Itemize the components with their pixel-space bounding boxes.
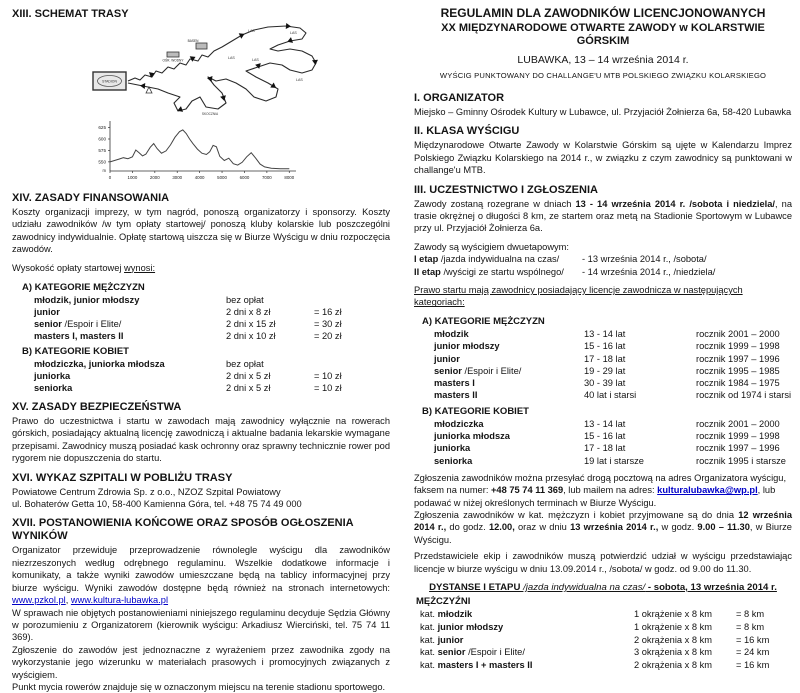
svg-text:3000: 3000 bbox=[172, 175, 183, 180]
entries-pre: Zgłoszenia zawodników można przesyłać drogą pocztową na adres Organizatora wyścigu, faksem na numer: bbox=[414, 472, 787, 496]
distance-row bbox=[414, 646, 792, 659]
cat-year: rocznik 2001 – 2000 bbox=[696, 418, 780, 429]
license-requirement-line: Prawo startu mają zawodnicy posiadający licencje zawodnicza w następujących kategoriach: bbox=[414, 285, 743, 308]
distance-row bbox=[414, 608, 792, 621]
fee-row bbox=[12, 382, 390, 394]
stage-row bbox=[414, 253, 792, 265]
section-14-title: XIV. ZASADY FINANSOWANIA bbox=[12, 192, 170, 204]
svg-text:0: 0 bbox=[108, 175, 112, 180]
category-row bbox=[414, 377, 792, 389]
cat-men-title: A) KATEGORIE MĘŻCZYZN bbox=[422, 315, 545, 327]
stage-label: II etap bbox=[414, 266, 441, 277]
fee-category bbox=[34, 370, 226, 382]
fee-total: = 30 zł bbox=[314, 319, 342, 330]
cat-name-cell bbox=[434, 340, 584, 352]
kultura-lubawka-link[interactable]: www.kultura-lubawka.pl bbox=[70, 595, 169, 606]
doc-series-note: WYŚCIG PUNKTOWANY DO CHALLANGE'U MTB POLSKIEGO ZWIĄZKU KOLARSKIEGO bbox=[439, 71, 767, 80]
category-row bbox=[414, 328, 792, 340]
cat-name-cell bbox=[434, 328, 584, 340]
section-13-title: XIII. SCHEMAT TRASY bbox=[12, 8, 129, 20]
stage-desc-cell bbox=[414, 253, 582, 265]
dist-laps: 2 okrążenia x 8 km bbox=[634, 634, 713, 645]
landmark-osrodek bbox=[163, 52, 185, 63]
category-row bbox=[414, 442, 792, 454]
cat-name: juniorka młodsza bbox=[434, 431, 510, 442]
svg-text:575: 575 bbox=[98, 148, 106, 154]
distances-title-date: - sobota, 13 września 2014 r. bbox=[645, 581, 777, 593]
organizer-body: Miejsko – Gminny Ośrodek Kultury w Lubawce, ul. Przyjaciół Żołnierza 6a, 58-420 Lubawka bbox=[414, 107, 792, 117]
fee-category bbox=[34, 318, 226, 330]
stages-intro: Zawody są wyścigiem dwuetapowym: bbox=[414, 241, 570, 252]
dist-name: młodzik bbox=[437, 609, 473, 620]
fee-category-name: senior bbox=[34, 319, 62, 330]
fee-row bbox=[12, 306, 390, 318]
fee-category-name: młodzik, junior młodszy bbox=[34, 295, 140, 306]
dist-cat-cell bbox=[420, 634, 634, 647]
fee-calc: 2 dni x 15 zł bbox=[226, 319, 276, 330]
dist-prefix: kat. bbox=[420, 621, 438, 632]
participation-post: , na trasie okrężnej o długości 8 km, ze startem oraz metą na Stadionie Sportowym w Lubawce przy ul. Przyjaciół Żołnierza 6a. bbox=[414, 198, 792, 234]
fee-category-name: młodziczka, juniorka młodsza bbox=[34, 359, 165, 370]
category-row bbox=[414, 340, 792, 352]
deadline-hour-1: 12.00, bbox=[488, 522, 515, 533]
fee-category bbox=[34, 294, 226, 306]
cat-age: 30 - 39 lat bbox=[584, 378, 626, 389]
distances-title-italic: /jazda indywidualna na czas/ bbox=[523, 581, 646, 593]
cat-name-cell bbox=[434, 430, 584, 442]
cat-age: 40 lat i starsi bbox=[584, 390, 637, 401]
stadium-label: STADION bbox=[102, 79, 117, 84]
dist-suffix: /Espoir i Elite/ bbox=[465, 647, 525, 658]
fee-intro-text: Wysokość opłaty startowej bbox=[12, 262, 125, 273]
fee-total bbox=[314, 358, 390, 370]
cat-name: masters II bbox=[434, 390, 478, 401]
cat-name: seniorka bbox=[434, 455, 473, 466]
category-row bbox=[414, 353, 792, 365]
dist-cat-cell bbox=[420, 608, 634, 621]
category-row bbox=[414, 389, 792, 401]
deadline-text: Zgłoszenia zawodników w kat. mężczyzn i kobiet przyjmowane są do dnia bbox=[414, 509, 739, 520]
distance-row bbox=[414, 621, 792, 634]
section-15-title: XV. ZASADY BEZPIECZEŃSTWA bbox=[12, 401, 182, 414]
cat-year: rocznik 1995 i starsze bbox=[696, 455, 786, 466]
cat-name: młodzik bbox=[434, 329, 469, 340]
dist-total: = 16 km bbox=[736, 634, 770, 645]
section-1-title: I. ORGANIZATOR bbox=[414, 92, 505, 104]
fee-total bbox=[314, 294, 390, 306]
cat-name-cell bbox=[434, 353, 584, 365]
entries-post: , lub podawać w niżej określonych terminach w Biurze Wyścigu. bbox=[414, 485, 776, 508]
race-class-body: Międzynarodowe Otwarte Zawody w Kolarstwie Górskim są ujęte w Kalendarzu Imprez Polskiego Związku Kolarskiego na 2014 r., w związku z czym zawodnicy są punktowani w challange'u MTB. bbox=[414, 140, 792, 176]
distances-title: DYSTANSE I ETAPU bbox=[429, 581, 524, 593]
results-text: Organizator przewiduje przeprowadzenie równolegle wyścigu dla zawodników niezrzeszonych według odrębnego regulaminu. Wszelkie dodatkowe informacje i komunikaty, a także wyniki zawodów umieszczane będą na tablicy informacyjnej przy biurze wyścigu. Wyniki zawodów dostępne będą również na stronach internetowych: bbox=[12, 545, 390, 593]
category-row bbox=[414, 455, 792, 467]
fee-category bbox=[34, 382, 226, 394]
ski-jump-label: SKOCZNIA bbox=[201, 112, 219, 116]
cat-year: rocznik 1999 – 1998 bbox=[696, 431, 780, 442]
hospital-line-2: ul. Bohaterów Getta 10, 58-400 Kamienna Góra, tel. +48 75 74 49 000 bbox=[12, 499, 302, 510]
fee-women-title: B) KATEGORIE KOBIET bbox=[22, 346, 129, 358]
hospital-line-1: Powiatowe Centrum Zdrowia Sp. z o.o., NZOZ Szpital Powiatowy bbox=[12, 486, 281, 497]
category-row bbox=[414, 430, 792, 442]
cat-age: 13 - 14 lat bbox=[584, 329, 626, 340]
stage-desc-cell bbox=[414, 266, 582, 278]
stage-date: - 13 września 2014 r., /sobota/ bbox=[582, 254, 707, 265]
svg-text:4000: 4000 bbox=[194, 175, 205, 180]
distance-row bbox=[414, 659, 792, 672]
doc-subtitle: XX MIĘDZYNARODOWE OTWARTE ZAWODY w KOLARSTWIE GÓRSKIM bbox=[441, 22, 765, 47]
cat-women-title: B) KATEGORIE KOBIET bbox=[422, 405, 529, 417]
doc-title: REGULAMIN DLA ZAWODNIKÓW LICENCJONOWANYCH bbox=[440, 6, 766, 20]
section-17-title: XVII. POSTANOWIENIA KOŃCOWE ORAZ SPOSÓB OGŁOSZENIA WYNIKÓW bbox=[12, 517, 354, 543]
dist-laps: 3 okrążenia x 8 km bbox=[634, 647, 713, 658]
deadline-hours-2: 9.00 – 11.30 bbox=[697, 522, 750, 533]
dist-prefix: kat. bbox=[420, 647, 438, 658]
dist-total: = 8 km bbox=[736, 621, 765, 632]
svg-text:550: 550 bbox=[98, 159, 106, 165]
cat-age: 17 - 18 lat bbox=[584, 443, 626, 454]
fee-row bbox=[12, 370, 390, 382]
doc-location-date: LUBAWKA, 13 – 14 września 2014 r. bbox=[517, 54, 689, 66]
cat-year: rocznik 2001 – 2000 bbox=[696, 329, 780, 340]
fee-row bbox=[12, 330, 390, 342]
cat-name: juniorka bbox=[434, 443, 471, 454]
forest-label: LAS bbox=[252, 58, 259, 62]
dist-prefix: kat. bbox=[420, 659, 438, 670]
fee-row bbox=[12, 294, 390, 306]
entries-paragraph bbox=[414, 472, 792, 509]
fee-category-name: junior bbox=[34, 307, 60, 318]
email-link[interactable]: kulturalubawka@wp.pl bbox=[657, 485, 758, 496]
cat-year: rocznik 1999 – 1998 bbox=[696, 341, 780, 352]
dist-prefix: kat. bbox=[420, 609, 438, 620]
fee-intro-underlined: wynosi: bbox=[124, 262, 156, 273]
deadline-text: , w Biurze Wyścigu. bbox=[414, 522, 792, 545]
race-dates: 13 - 14 września 2014 r. /sobota i niedziela/ bbox=[575, 198, 775, 209]
dist-laps: 1 okrążenie x 8 km bbox=[634, 621, 713, 632]
distances-heading bbox=[414, 582, 792, 594]
stage-desc: /jazda indywidualna na czas/ bbox=[438, 254, 560, 265]
cat-age: 13 - 14 lat bbox=[584, 418, 626, 429]
fax-number: +48 75 74 11 369 bbox=[491, 485, 564, 496]
fee-calc: 2 dni x 10 zł bbox=[226, 331, 276, 342]
fee-men-title: A) KATEGORIE MĘŻCZYZN bbox=[22, 282, 145, 294]
cat-name: młodziczka bbox=[434, 418, 484, 429]
section-2-title: II. KLASA WYŚCIGU bbox=[414, 125, 520, 138]
osrodek-label: OŚR. WODNY bbox=[162, 58, 184, 63]
svg-text:6000: 6000 bbox=[239, 175, 250, 180]
dist-total: = 16 km bbox=[736, 659, 770, 670]
deadline-date-2: 13 września 2014 r., bbox=[570, 522, 659, 533]
cat-name-cell bbox=[434, 365, 584, 377]
license-confirmation-paragraph: Przedstawiciele ekip i zawodników muszą potwierdzić udział w wyścigu przedstawiając licencje w biurze wyścigu w dniu 13.09.2014 r., /sobota/ w godz. od 9.00 do 11.30. bbox=[414, 551, 792, 574]
fee-row bbox=[12, 318, 390, 330]
distance-row bbox=[414, 634, 792, 647]
fee-category-name: seniorka bbox=[34, 383, 73, 394]
forest-label: LAS bbox=[290, 31, 297, 35]
cat-age: 15 - 16 lat bbox=[584, 431, 626, 442]
cat-name: masters I bbox=[434, 378, 475, 389]
cat-age: 19 - 29 lat bbox=[584, 365, 626, 376]
dist-laps: 2 okrążenia x 8 km bbox=[634, 659, 713, 670]
category-row bbox=[414, 418, 792, 430]
fee-category bbox=[34, 306, 226, 318]
cat-name-cell bbox=[434, 442, 584, 454]
left-page bbox=[12, 6, 390, 693]
deadline-text: oraz w dniu bbox=[514, 522, 571, 533]
deadline-date-1: 12 września 2014 r., bbox=[414, 509, 792, 533]
section-3-title: III. UCZESTNICTWO I ZGŁOSZENIA bbox=[414, 183, 598, 196]
category-row bbox=[414, 365, 792, 377]
section-17-p1 bbox=[12, 544, 390, 606]
svg-text:1000: 1000 bbox=[127, 175, 138, 180]
entries-mid: , lub mailem na adres: bbox=[563, 485, 658, 496]
stage-row bbox=[414, 266, 792, 278]
cat-age: 15 - 16 lat bbox=[584, 341, 626, 352]
dist-name: junior młodszy bbox=[437, 621, 504, 632]
forest-label: LAS bbox=[248, 29, 255, 33]
svg-text:8000: 8000 bbox=[284, 175, 295, 180]
entries-deadline-paragraph bbox=[414, 509, 792, 546]
fee-calc: 2 dni x 5 zł bbox=[226, 383, 271, 394]
dist-prefix: kat. bbox=[420, 634, 438, 645]
forest-label: LAS bbox=[296, 78, 303, 82]
forest-label: LAS bbox=[228, 56, 235, 60]
fee-calc: 2 dni x 5 zł bbox=[226, 371, 271, 382]
fee-total: = 10 zł bbox=[314, 383, 342, 394]
dist-laps: 1 okrążenie x 8 km bbox=[634, 609, 713, 620]
cat-name-cell bbox=[434, 377, 584, 389]
pzkol-link[interactable]: www.pzkol.pl bbox=[12, 595, 66, 606]
svg-text:600: 600 bbox=[98, 136, 106, 142]
deadline-text: w godz. bbox=[658, 522, 698, 533]
cat-name: junior młodszy bbox=[434, 341, 500, 352]
dist-total: = 24 km bbox=[736, 647, 770, 658]
dist-name: senior bbox=[437, 647, 466, 658]
cat-name: senior bbox=[434, 365, 462, 376]
cat-name-cell bbox=[434, 418, 584, 430]
dist-name: junior bbox=[437, 634, 464, 645]
cat-name-cell bbox=[434, 389, 584, 401]
dist-total: = 8 km bbox=[736, 609, 765, 620]
section-17-p2: W sprawach nie objętych postanowieniami niniejszego regulaminu decyduje Sędzia Główny w porozumieniu z Organizatorem (kierownik wyścigu: Arkadiusz Wierciński, tel. 75 74 11 369). bbox=[12, 607, 390, 643]
dist-cat-cell bbox=[420, 646, 634, 659]
fee-category bbox=[34, 330, 226, 342]
participation-body bbox=[414, 198, 792, 235]
stadium-marker bbox=[93, 72, 126, 90]
cat-age: 17 - 18 lat bbox=[584, 353, 626, 364]
fee-category-suffix: /Espoir i Elite/ bbox=[61, 319, 122, 330]
svg-text:m: m bbox=[102, 168, 106, 173]
dist-men-header: MĘŻCZYŹNI bbox=[416, 595, 471, 607]
svg-text:625: 625 bbox=[98, 125, 106, 131]
cat-suffix: /Espoir i Elite/ bbox=[461, 365, 522, 376]
stage-desc: /wyścigi ze startu wspólnego/ bbox=[440, 266, 564, 277]
section-17-p3: Zgłoszenie do zawodów jest jednoznaczne z wyrażeniem przez zawodnika zgody na wykorzystanie jego wizerunku w materiałach prasowych i promocyjnych związanych z wyścigiem. bbox=[12, 644, 390, 680]
fee-category bbox=[34, 358, 226, 370]
stage-date: - 14 września 2014 r., /niedziela/ bbox=[582, 266, 716, 277]
cat-year: rocznik 1984 – 1975 bbox=[696, 378, 780, 389]
landmark-basen bbox=[188, 39, 207, 49]
fee-intro bbox=[12, 262, 390, 274]
fee-total: = 16 zł bbox=[314, 307, 342, 318]
fee-calc: 2 dni x 8 zł bbox=[226, 307, 271, 318]
section-15-body: Prawo do uczestnictwa i startu w zawodach mają zawodnicy wyłącznie na rowerach górskich, posiadający aktualną licencję zawodniczą i aktualne badania lekarskie wymagane przepisami. Zawodnicy muszą posiadać kask ochronny oraz sprawny technicznie rower pod rygorem nie dopuszczenia do startu. bbox=[12, 416, 390, 464]
cat-year: rocznik 1997 – 1996 bbox=[696, 353, 780, 364]
cat-year: rocznik od 1974 i starsi bbox=[696, 390, 792, 401]
elevation-profile-chart bbox=[90, 119, 302, 185]
dist-name: masters I + masters II bbox=[437, 659, 533, 670]
route-map bbox=[90, 23, 336, 117]
fee-calc: bez opłat bbox=[226, 295, 264, 306]
link-separator: , bbox=[65, 595, 71, 606]
section-16-title: XVI. WYKAZ SZPITALI W POBLIŻU TRASY bbox=[12, 471, 233, 484]
section-17-p4: Punkt mycia rowerów znajduje się w oznaczonym miejscu na terenie stadionu sportowego. bbox=[12, 681, 386, 692]
deadline-text: do godz. bbox=[446, 522, 489, 533]
cat-name-cell bbox=[434, 455, 584, 467]
fee-category-name: masters I, masters II bbox=[34, 331, 124, 342]
right-page bbox=[414, 6, 792, 671]
basen-label: BASEN bbox=[187, 39, 199, 43]
dist-cat-cell bbox=[420, 621, 634, 634]
fee-calc: bez opłat bbox=[226, 359, 264, 370]
cat-year: rocznik 1995 – 1985 bbox=[696, 365, 780, 376]
cat-name: junior bbox=[434, 353, 460, 364]
stage-label: I etap bbox=[414, 254, 439, 265]
section-14-body: Koszty organizacji imprezy, w tym nagród, ponoszą organizatorzy i sponsorzy. Koszty udziału zawodników /w tym opłaty startowej/ ponoszą kluby kolarskie lub poszczególni zawodnicy indywidualnie. Opłatę startową uiszcza się w Biurze Wyścigu w dniu rozpoczęcia zawodów. bbox=[12, 207, 390, 255]
svg-text:2000: 2000 bbox=[149, 175, 160, 180]
fee-total: = 10 zł bbox=[314, 371, 342, 382]
svg-text:5000: 5000 bbox=[217, 175, 227, 180]
cat-age: 19 lat i starsze bbox=[584, 455, 644, 466]
fee-category-name: juniorka bbox=[34, 371, 71, 382]
participation-pre: Zawody zostaną rozegrane w dniach bbox=[414, 198, 576, 209]
cat-year: rocznik 1997 – 1996 bbox=[696, 443, 780, 454]
fee-row bbox=[12, 358, 390, 370]
dist-cat-cell bbox=[420, 659, 634, 672]
fee-total: = 20 zł bbox=[314, 331, 342, 342]
svg-text:7000: 7000 bbox=[261, 175, 272, 180]
